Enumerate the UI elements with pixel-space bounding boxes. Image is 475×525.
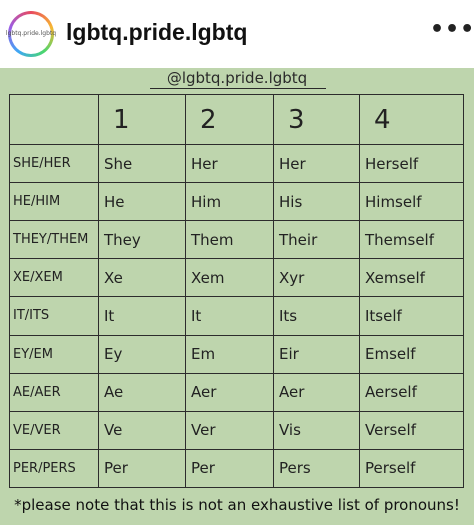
table-cell: Em [186, 335, 274, 373]
table-row [10, 145, 464, 183]
table-cell: Xyr [274, 259, 360, 297]
corner-cell [10, 95, 99, 145]
row-label: XE/XEM [10, 259, 99, 297]
watermark: @lgbtq.pride.lgbtq [166, 69, 308, 87]
table-row [10, 221, 464, 259]
pronoun-table [9, 94, 464, 488]
table-cell: It [99, 297, 186, 335]
table-cell: Vis [274, 411, 360, 449]
table-cell: Aer [274, 373, 360, 411]
table-cell: Aer [186, 373, 274, 411]
table-cell: Ve [99, 411, 186, 449]
table-row [10, 183, 464, 221]
table-cell: Ey [99, 335, 186, 373]
table-row [10, 411, 464, 449]
row-label: HE/HIM [10, 183, 99, 221]
table-cell: She [99, 145, 186, 183]
disclaimer-note: *please note that this is not an exhaustive list of pronouns! [14, 496, 460, 514]
table-cell: Xemself [360, 259, 464, 297]
row-label: IT/ITS [10, 297, 99, 335]
post-image [0, 68, 474, 525]
table-cell: Ver [186, 411, 274, 449]
table-cell: Himself [360, 183, 464, 221]
table-cell: His [274, 183, 360, 221]
column-header: 4 [360, 95, 464, 145]
table-cell: Emself [360, 335, 464, 373]
table-cell: Him [186, 183, 274, 221]
table-cell: Xem [186, 259, 274, 297]
table-cell: Ae [99, 373, 186, 411]
table-cell: Herself [360, 145, 464, 183]
row-label: AE/AER [10, 373, 99, 411]
column-header: 1 [99, 95, 186, 145]
table-cell: Per [186, 449, 274, 487]
table-cell: Eir [274, 335, 360, 373]
table-cell: They [99, 221, 186, 259]
username-link[interactable]: lgbtq.pride.lgbtq [66, 19, 248, 45]
table-cell: He [99, 183, 186, 221]
table-row [10, 449, 464, 487]
table-cell: Themself [360, 221, 464, 259]
table-cell: Aerself [360, 373, 464, 411]
table-cell: Their [274, 221, 360, 259]
table-cell: Pers [274, 449, 360, 487]
avatar[interactable] [5, 11, 57, 57]
table-cell: Perself [360, 449, 464, 487]
table-cell: Her [274, 145, 360, 183]
table-cell: Them [186, 221, 274, 259]
table-cell: Its [274, 297, 360, 335]
column-header: 3 [274, 95, 360, 145]
table-row [10, 373, 464, 411]
table-cell: Her [186, 145, 274, 183]
table-row [10, 297, 464, 335]
table-row [10, 335, 464, 373]
column-header: 2 [186, 95, 274, 145]
table-row [10, 259, 464, 297]
watermark-underline [150, 88, 326, 89]
avatar-text: lgbtq.pride.lgbtq [11, 14, 51, 54]
row-label: SHE/HER [10, 145, 99, 183]
more-options-icon[interactable]: ••• [430, 17, 475, 42]
row-label: VE/VER [10, 411, 99, 449]
table-cell: Per [99, 449, 186, 487]
row-label: EY/EM [10, 335, 99, 373]
table-cell: Xe [99, 259, 186, 297]
post-header [0, 0, 474, 68]
table-cell: Itself [360, 297, 464, 335]
row-label: PER/PERS [10, 449, 99, 487]
row-label: THEY/THEM [10, 221, 99, 259]
header-row [10, 95, 464, 145]
table-cell: It [186, 297, 274, 335]
pronoun-table-body [10, 95, 464, 488]
table-cell: Verself [360, 411, 464, 449]
